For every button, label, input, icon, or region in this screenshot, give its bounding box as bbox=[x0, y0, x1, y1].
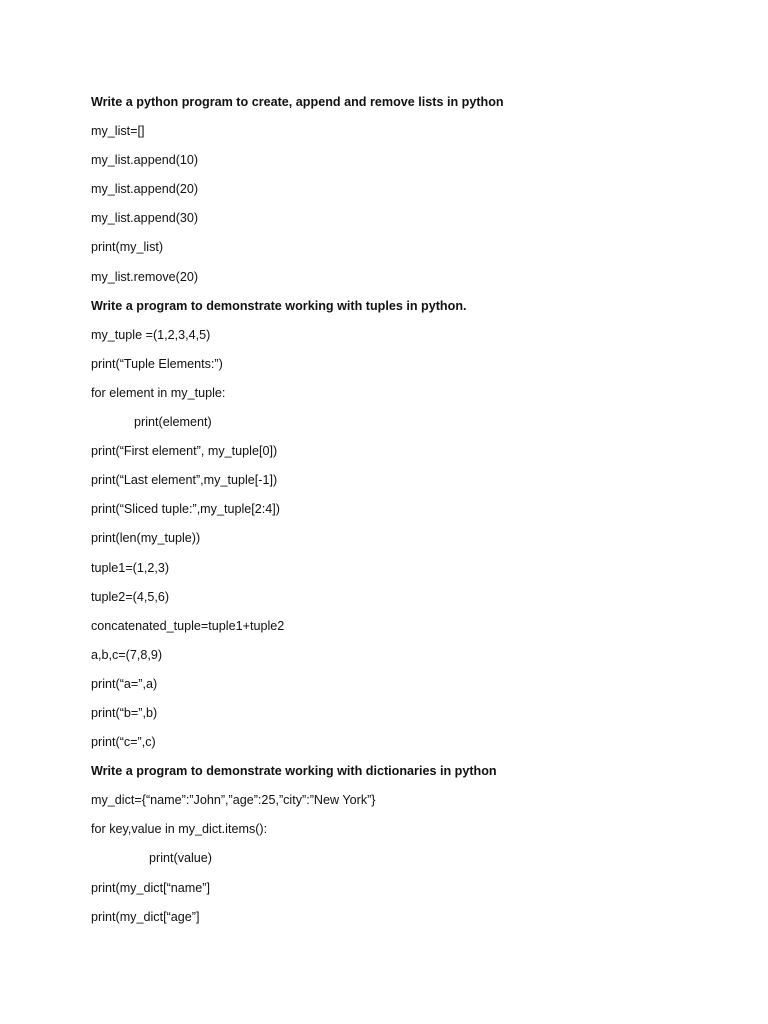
code-line: print(value) bbox=[149, 851, 212, 866]
code-line: for key,value in my_dict.items(): bbox=[91, 822, 268, 837]
code-line: my_dict={“name”:”John”,”age”:25,”city”:”New York”} bbox=[91, 793, 376, 808]
code-line: print(“First element”, my_tuple[0]) bbox=[91, 444, 278, 459]
code-line: tuple1=(1,2,3) bbox=[91, 560, 170, 575]
heading-lists: Write a python program to create, append and remove lists in python bbox=[91, 95, 504, 109]
code-line: print(“b=”,b) bbox=[91, 705, 158, 720]
code-line: print(“Tuple Elements:”) bbox=[91, 356, 223, 371]
code-line: print(len(my_tuple)) bbox=[91, 531, 201, 546]
code-line: a,b,c=(7,8,9) bbox=[91, 647, 163, 662]
code-line: print(“a=”,a) bbox=[91, 676, 158, 691]
code-line: print(“c=”,c) bbox=[91, 735, 156, 750]
code-line: my_list=[] bbox=[91, 124, 145, 139]
code-line: print(“Last element”,my_tuple[-1]) bbox=[91, 473, 278, 488]
code-line: for element in my_tuple: bbox=[91, 385, 226, 400]
code-line: print(my_dict[“age”] bbox=[91, 909, 200, 924]
code-line: print(element) bbox=[134, 415, 212, 430]
code-line: concatenated_tuple=tuple1+tuple2 bbox=[91, 618, 285, 633]
code-line: my_list.append(30) bbox=[91, 211, 199, 226]
code-line: my_list.append(10) bbox=[91, 153, 199, 168]
heading-dictionaries: Write a program to demonstrate working with dictionaries in python bbox=[91, 764, 497, 779]
code-line: my_tuple =(1,2,3,4,5) bbox=[91, 327, 211, 342]
document-body bbox=[91, 91, 728, 935]
code-line: print(my_list) bbox=[91, 240, 164, 255]
heading-tuples: Write a program to demonstrate working with tuples in python. bbox=[91, 298, 467, 313]
code-line: my_list.append(20) bbox=[91, 182, 199, 197]
code-line: tuple2=(4,5,6) bbox=[91, 589, 170, 604]
code-line: print(“Sliced tuple:”,my_tuple[2:4]) bbox=[91, 502, 280, 517]
code-line: my_list.remove(20) bbox=[91, 269, 199, 284]
code-line: print(my_dict[“name”] bbox=[91, 880, 210, 895]
